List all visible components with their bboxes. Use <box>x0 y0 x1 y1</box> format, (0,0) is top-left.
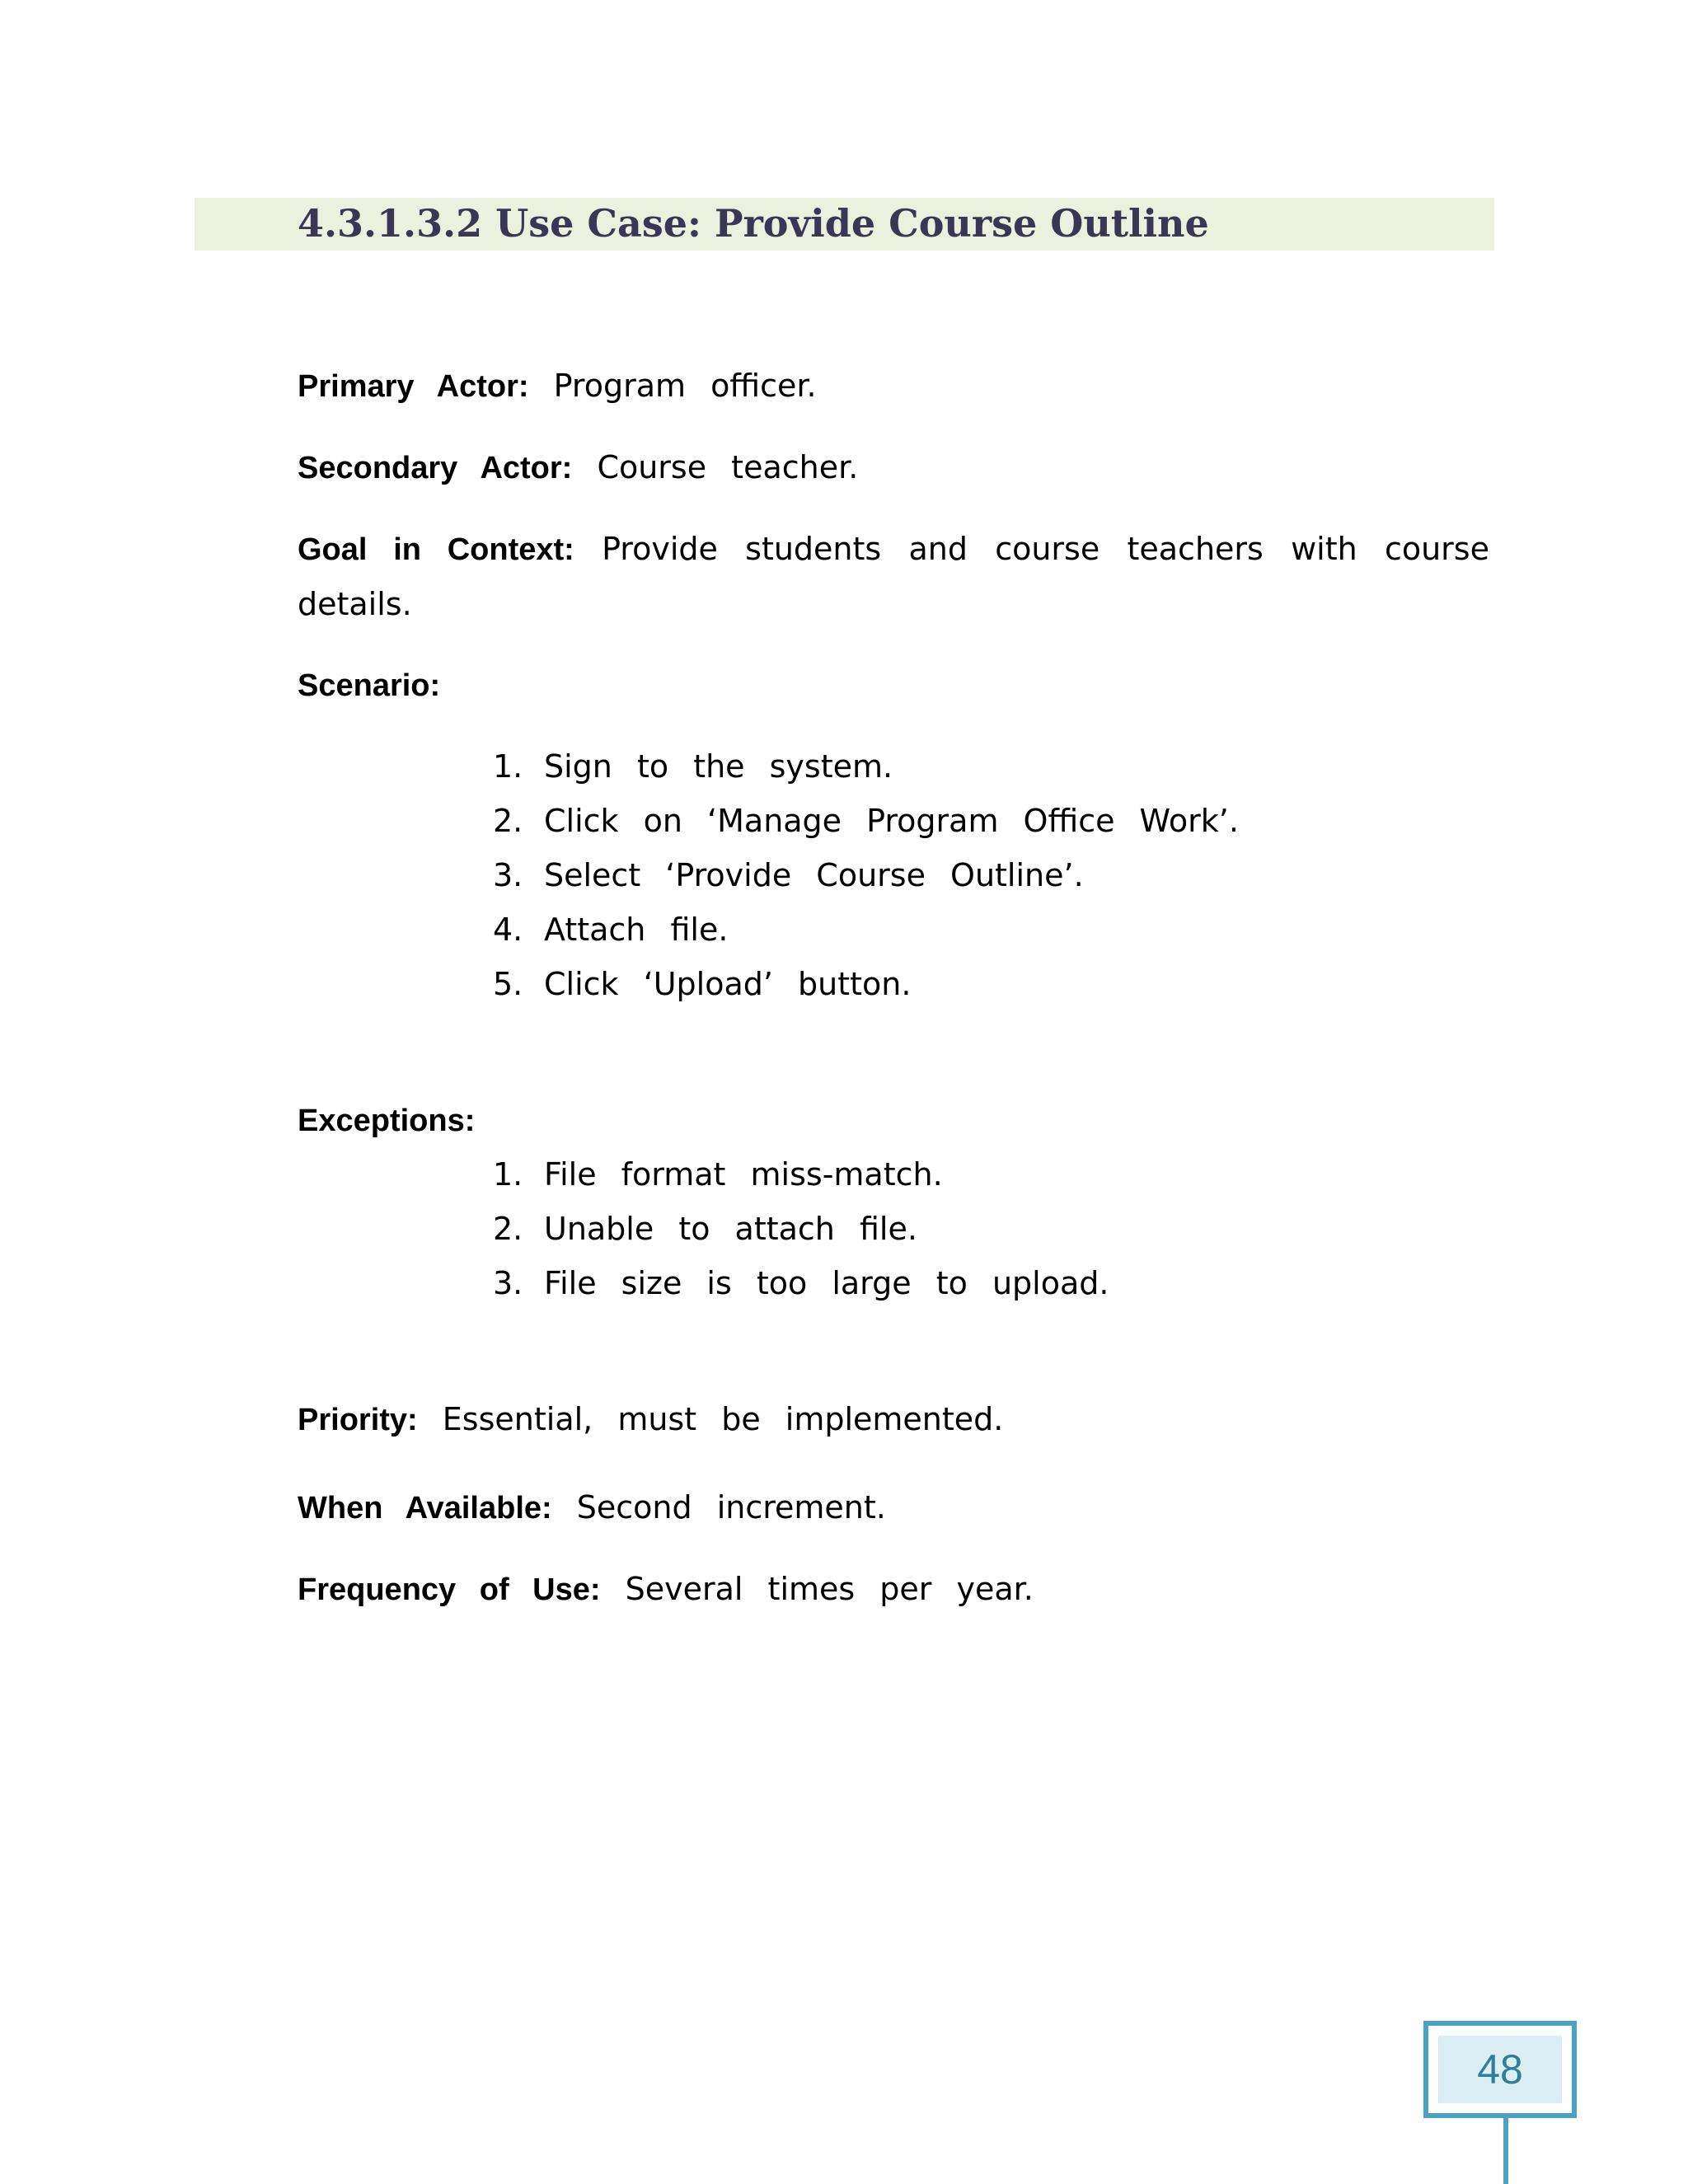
list-text: Attach file. <box>544 912 729 948</box>
priority-value: Essential, must be implemented. <box>442 1401 1004 1437</box>
frequency-line <box>298 1562 1034 1617</box>
page-number-box <box>1423 2021 1577 2118</box>
section-heading: 4.3.1.3.2 Use Case: Provide Course Outline <box>298 201 1209 246</box>
exceptions-list <box>493 1147 1109 1310</box>
primary-actor-value: Program officer. <box>553 368 817 404</box>
secondary-actor-line <box>298 440 858 495</box>
scenario-list <box>493 739 1239 1011</box>
goal-label: Goal in Context: <box>298 532 574 567</box>
frequency-value: Several times per year. <box>625 1571 1034 1607</box>
scenario-heading <box>298 658 440 713</box>
primary-actor-line <box>298 359 817 414</box>
when-available-label: When Available: <box>298 1491 552 1526</box>
list-item <box>493 848 1239 902</box>
list-number: 2. <box>493 1211 523 1247</box>
priority-label: Priority: <box>298 1403 418 1437</box>
when-available-value: Second increment. <box>576 1489 886 1526</box>
page-number-stem <box>1503 2118 1508 2184</box>
secondary-actor-label: Secondary Actor: <box>298 451 573 485</box>
list-text: Click on ‘Manage Program Office Work’. <box>544 803 1239 839</box>
list-item <box>493 1147 1109 1202</box>
when-available-line <box>298 1480 886 1535</box>
scenario-label: Scenario: <box>298 668 441 703</box>
list-number: 4. <box>493 912 523 948</box>
list-text: Select ‘Provide Course Outline’. <box>544 857 1084 893</box>
list-item <box>493 739 1239 794</box>
list-text: File format miss-match. <box>544 1156 943 1193</box>
list-item <box>493 957 1239 1011</box>
list-number: 2. <box>493 803 523 839</box>
list-item <box>493 1202 1109 1256</box>
list-text: Sign to the system. <box>544 748 893 785</box>
secondary-actor-value: Course teacher. <box>597 449 859 485</box>
frequency-label: Frequency of Use: <box>298 1572 601 1607</box>
list-text: Unable to attach file. <box>544 1211 917 1247</box>
goal-in-context <box>298 522 1489 631</box>
list-number: 3. <box>493 1265 523 1301</box>
list-item <box>493 794 1239 848</box>
goal-value: Provide students and course teachers with course details. <box>298 531 1489 622</box>
list-item <box>493 902 1239 957</box>
page-number: 48 <box>1438 2036 1562 2103</box>
list-text: Click ‘Upload’ button. <box>544 966 912 1002</box>
list-number: 5. <box>493 966 523 1002</box>
priority-line <box>298 1392 1003 1447</box>
list-number: 1. <box>493 748 523 785</box>
list-number: 3. <box>493 857 523 893</box>
list-item <box>493 1256 1109 1310</box>
exceptions-heading <box>298 1093 475 1148</box>
list-number: 1. <box>493 1156 523 1193</box>
exceptions-label: Exceptions: <box>298 1104 476 1138</box>
list-text: File size is too large to upload. <box>544 1265 1109 1301</box>
primary-actor-label: Primary Actor: <box>298 369 529 404</box>
